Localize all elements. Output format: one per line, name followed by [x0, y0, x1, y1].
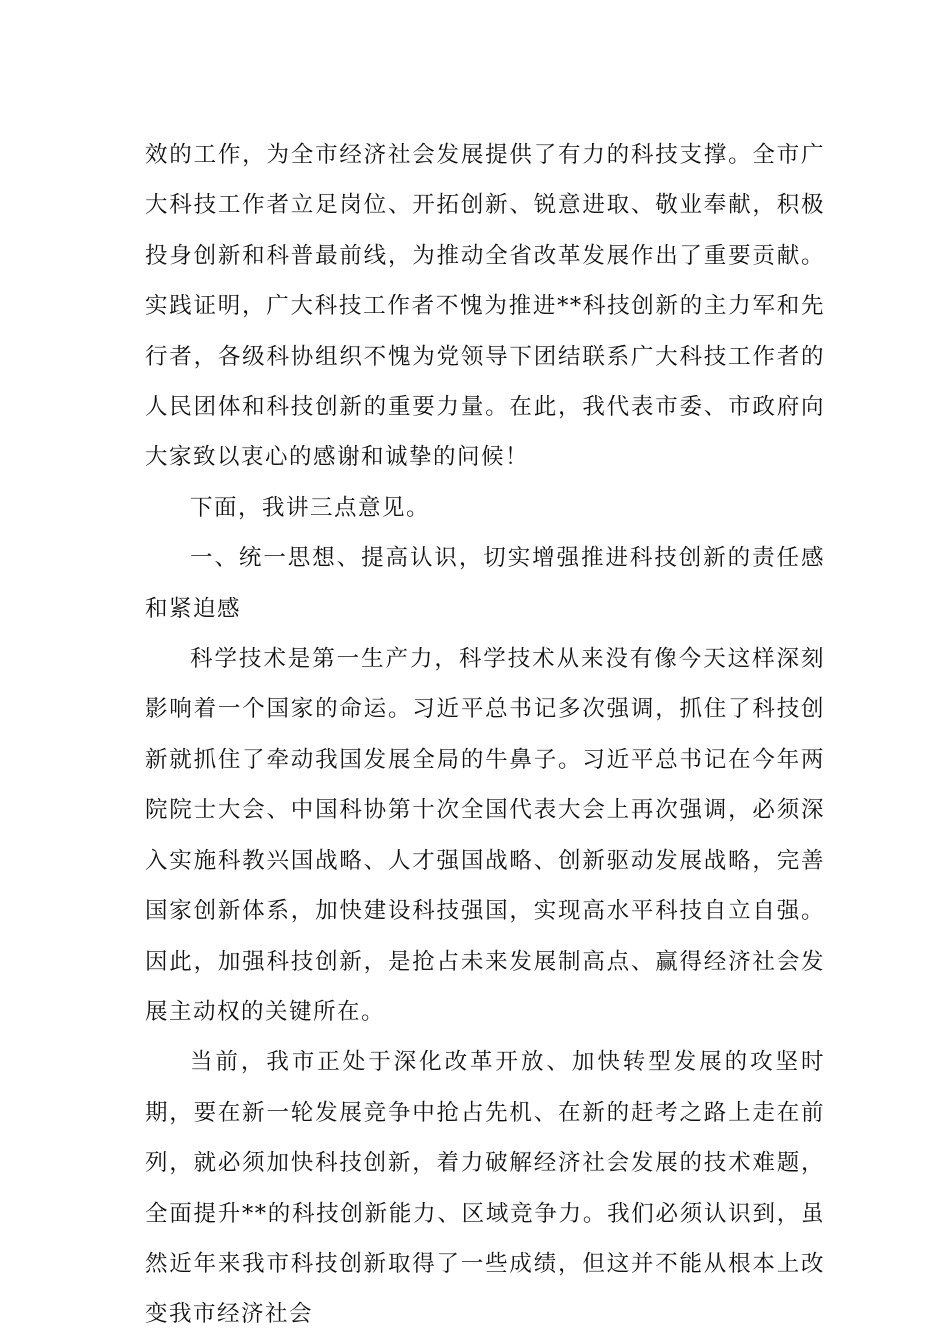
paragraph-continuation: 效的工作，为全市经济社会发展提供了有力的科技支撑。全市广大科技工作者立足岗位、开拓创新、锐意进取、敬业奉献，积极投身创新和科普最前线，为推动全省改革发展作出了重要贡献。实践证明，广大科技工作者不愧为推进**科技创新的主力军和先行者，各级科协组织不愧为党领导下团结联系广大科技工作者的人民团体和科技创新的重要力量。在此，我代表市委、市政府向大家致以衷心的感谢和诚挚的问候！	[145, 142, 825, 471]
document-body	[145, 130, 825, 1340]
paragraph-science-technology: 科学技术是第一生产力，科学技术从来没有像今天这样深刻影响着一个国家的命运。习近平总书记多次强调，抓住了科技创新就抓住了牵动我国发展全局的牛鼻子。习近平总书记在今年两院院士大会、中国科协第十次全国代表大会上再次强调，必须深入实施科教兴国战略、人才强国战略、创新驱动发展战略，完善国家创新体系，加快建设科技强国，实现高水平科技自立自强。因此，加强科技创新，是抢占未来发展制高点、赢得经济社会发展主动权的关键所在。	[145, 646, 825, 1025]
section-heading-1: 一、统一思想、提高认识，切实增强推进科技创新的责任感和紧迫感	[145, 545, 825, 622]
paragraph-intro: 下面，我讲三点意见。	[190, 494, 431, 521]
paragraph-current-situation: 当前，我市正处于深化改革开放、加快转型发展的攻坚时期，要在新一轮发展竞争中抢占先机、在新的赶考之路上走在前列，就必须加快科技创新，着力破解经济社会发展的技术难题，全面提升**的科技创新能力、区域竞争力。我们必须认识到，虽然近年来我市科技创新取得了一些成绩，但这并不能从根本上改变我市经济社会	[145, 1049, 825, 1328]
